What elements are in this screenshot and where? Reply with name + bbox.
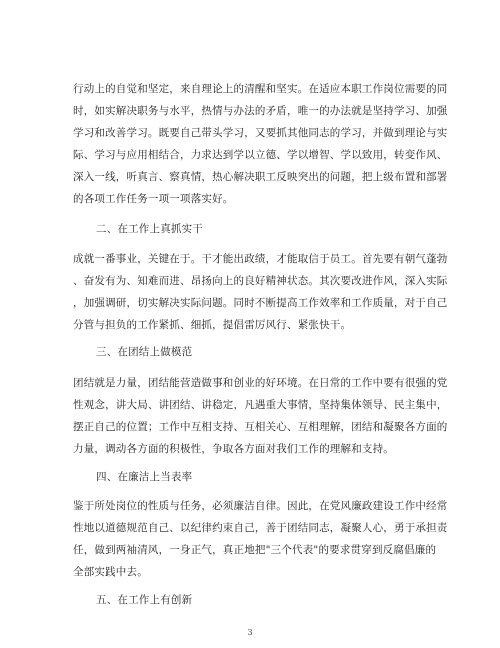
paragraph-line: 鉴于所处岗位的性质与任务，必须廉洁自律。因此，在党风廉政建设工作中经常 <box>73 500 448 512</box>
paragraph-line: 际、学习与应用相结合，力求达到学以立德、学以增智、学以致用，转变作风、 <box>73 149 448 161</box>
paragraph-line: 的各项工作任务一项一项落实好。 <box>73 193 234 205</box>
paragraph-line: 、奋发有为、知难而进、昂扬向上的良好精神状态。其次要改进作风，深入实际 <box>73 275 448 287</box>
page-number: 3 <box>247 628 253 637</box>
paragraph-line: 成就一番事业，关键在于。干才能出政绩，才能取信于员工。首先要有朝气蓬勃 <box>73 253 448 265</box>
section-heading: 五、在工作上有创新 <box>96 594 193 606</box>
paragraph-line: 行动上的自觉和坚定，来自理论上的清醒和坚实。在适应本职工作岗位需要的同 <box>73 83 448 95</box>
paragraph-line: 任，做到两袖清风，一身正气，真正地把"三个代表"的要求贯穿到反腐倡廉的 <box>73 544 437 556</box>
paragraph-line: 性地以道德规范自己、以纪律约束自己，善于团结同志，凝聚人心，勇于承担责 <box>73 522 448 534</box>
paragraph-line: 性观念，讲大局、讲团结、讲稳定，凡遇重大事情，坚持集体领导、民主集中， <box>73 399 448 411</box>
paragraph-line: 学习和改善学习。既要自己带头学习，又要抓其他同志的学习，并做到理论与实 <box>73 127 448 139</box>
paragraph-line: 分管与担负的工作紧抓、细抓，提倡雷厉风行、紧张快干。 <box>73 319 352 331</box>
section-heading: 四、在廉洁上当表率 <box>96 471 193 483</box>
paragraph-line: 团结就是力量，团结能营造做事和创业的好环境。在日常的工作中要有很强的党 <box>73 377 448 389</box>
paragraph-line: 时，如实解决职务与水平，热情与办法的矛盾，唯一的办法就是坚持学习、加强 <box>73 105 448 117</box>
section-heading: 三、在团结上做模范 <box>96 346 193 358</box>
section-heading: 二、在工作上真抓实干 <box>96 223 203 235</box>
paragraph-line: 摆正自己的位置；工作中互相支持、互相关心、互相理解，团结和凝聚各方面的 <box>73 421 448 433</box>
paragraph-line: 力量，调动各方面的积极性，争取各方面对我们工作的理解和支持。 <box>73 443 394 455</box>
paragraph-line: 深入一线，听真言、察真情，热心解决职工反映突出的问题，把上级布置和部署 <box>73 171 448 183</box>
paragraph-line: ，加强调研，切实解决实际问题。同时不断提高工作效率和工作质量，对于自己 <box>73 297 448 309</box>
paragraph-line: 全部实践中去。 <box>73 566 148 578</box>
